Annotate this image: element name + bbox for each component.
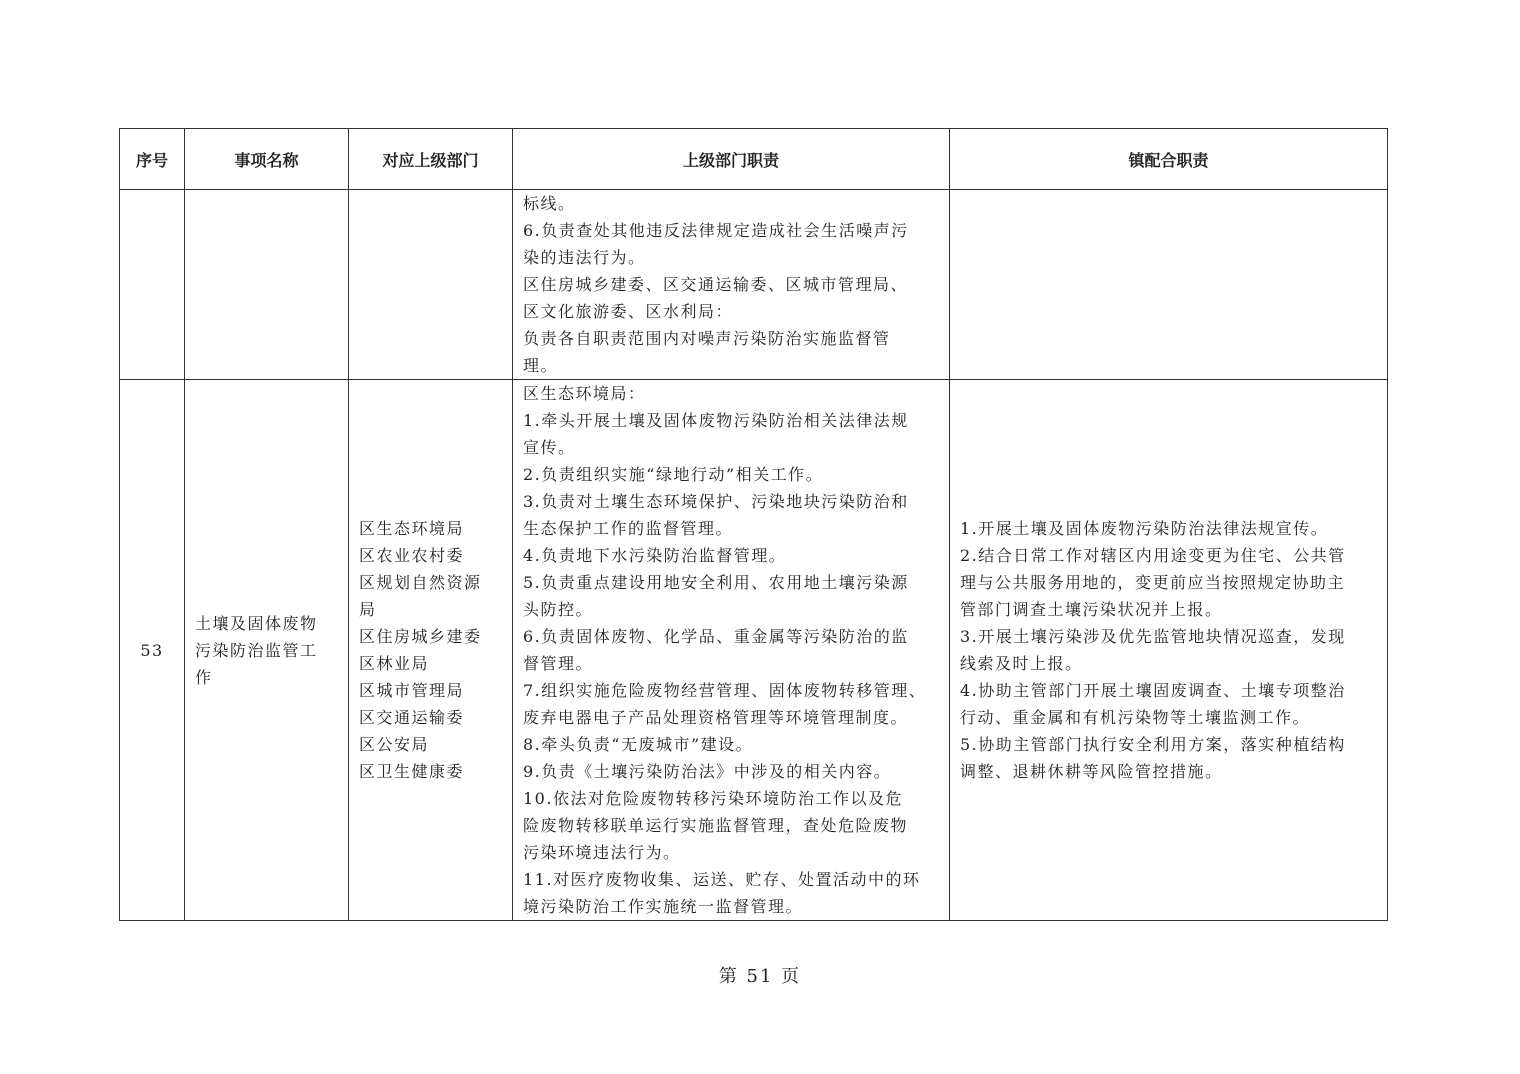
header-item-name: 事项名称	[185, 129, 349, 190]
text-line: 理。	[523, 356, 559, 375]
text-line: 险废物转移联单运行实施监督管理，查处危险废物	[523, 816, 909, 835]
cell-upper-duties	[513, 380, 950, 921]
cell-no: 53	[120, 380, 185, 921]
text-line: 4.负责地下水污染防治监督管理。	[523, 546, 787, 565]
cell-upper-dept	[349, 190, 513, 380]
text-line: 2.结合日常工作对辖区内用途变更为住宅、公共管	[960, 546, 1346, 565]
duties-table	[119, 128, 1388, 921]
cell-town-duties	[950, 190, 1388, 380]
text-line: 9.负责《土壤污染防治法》中涉及的相关内容。	[523, 762, 892, 781]
text-line: 3.开展土壤污染涉及优先监管地块情况巡查，发现	[960, 627, 1346, 646]
text-line: 土壤及固体废物	[195, 613, 318, 633]
text-line: 污染防治监管工	[195, 640, 318, 660]
text-line: 区住房城乡建委	[359, 627, 482, 646]
text-line: 区卫生健康委	[359, 762, 465, 781]
cell-no	[120, 190, 185, 380]
text-line: 区交通运输委	[359, 708, 465, 727]
text-line: 1.牵头开展土壤及固体废物污染防治相关法律法规	[523, 411, 909, 430]
text-line: 局	[359, 600, 377, 619]
text-line: 2.负责组织实施“绿地行动”相关工作。	[523, 465, 824, 484]
text-line: 6.负责固体废物、化学品、重金属等污染防治的监	[523, 627, 909, 646]
cell-town-duties	[950, 380, 1388, 921]
text-line: 11.对医疗废物收集、运送、贮存、处置活动中的环	[523, 870, 921, 889]
text-line: 区农业农村委	[359, 546, 465, 565]
cell-item-name	[185, 190, 349, 380]
text-line: 5.负责重点建设用地安全利用、农用地土壤污染源	[523, 573, 909, 592]
header-upper-duties: 上级部门职责	[513, 129, 950, 190]
text-line: 督管理。	[523, 654, 594, 673]
text-line: 废弃电器电子产品处理资格管理等环境管理制度。	[523, 708, 909, 727]
header-upper-dept: 对应上级部门	[349, 129, 513, 190]
text-line: 区规划自然资源	[359, 573, 482, 592]
table-row	[120, 380, 1388, 921]
text-line: 负责各自职责范围内对噪声污染防治实施监督管	[523, 329, 891, 348]
table-row	[120, 190, 1388, 380]
text-line: 区公安局	[359, 735, 430, 754]
text-line: 8.牵头负责“无废城市”建设。	[523, 735, 754, 754]
text-line: 宣传。	[523, 438, 576, 457]
text-line: 生态保护工作的监督管理。	[523, 519, 734, 538]
text-line: 境污染防治工作实施统一监督管理。	[523, 897, 804, 916]
text-line: 4.协助主管部门开展土壤固废调查、土壤专项整治	[960, 681, 1346, 700]
text-line: 10.依法对危险废物转移污染环境防治工作以及危	[523, 789, 903, 808]
text-line: 3.负责对土壤生态环境保护、污染地块污染防治和	[523, 492, 909, 511]
text-line: 区林业局	[359, 654, 430, 673]
text-line: 区住房城乡建委、区交通运输委、区城市管理局、	[523, 275, 909, 294]
text-line: 行动、重金属和有机污染物等土壤监测工作。	[960, 708, 1311, 727]
text-line: 理与公共服务用地的，变更前应当按照规定协助主	[960, 573, 1346, 592]
text-line: 区生态环境局：	[523, 384, 646, 403]
header-no: 序号	[120, 129, 185, 190]
text-line: 7.组织实施危险废物经营管理、固体废物转移管理、	[523, 681, 927, 700]
text-line: 污染环境违法行为。	[523, 843, 681, 862]
text-line: 头防控。	[523, 600, 594, 619]
text-line: 5.协助主管部门执行安全利用方案，落实种植结构	[960, 735, 1346, 754]
page-number: 第 51 页	[718, 966, 802, 987]
text-line: 标线。	[523, 194, 576, 213]
cell-upper-duties	[513, 190, 950, 380]
text-line: 调整、退耕休耕等风险管控措施。	[960, 762, 1223, 781]
text-line: 染的违法行为。	[523, 248, 646, 267]
text-line: 管部门调查土壤污染状况并上报。	[960, 600, 1223, 619]
text-line: 区文化旅游委、区水利局：	[523, 302, 734, 321]
text-line: 线索及时上报。	[960, 654, 1083, 673]
header-town-duties: 镇配合职责	[950, 129, 1388, 190]
cell-upper-dept	[349, 380, 513, 921]
cell-item-name	[185, 380, 349, 921]
text-line: 作	[195, 667, 213, 687]
text-line: 6.负责查处其他违反法律规定造成社会生活噪声污	[523, 221, 909, 240]
table-header-row	[120, 129, 1388, 190]
text-line: 1.开展土壤及固体废物污染防治法律法规宣传。	[960, 519, 1329, 538]
text-line: 区城市管理局	[359, 681, 465, 700]
text-line: 区生态环境局	[359, 519, 465, 538]
